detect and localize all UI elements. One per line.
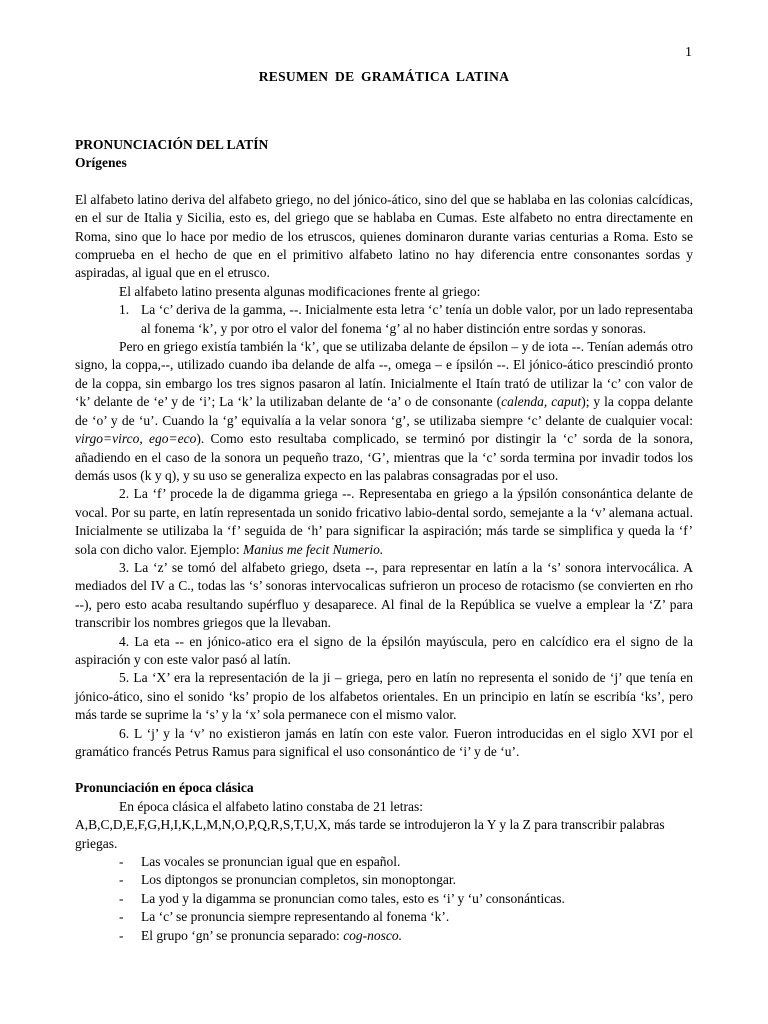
section-heading-epoca-clasica: Pronunciación en época clásica: [75, 780, 254, 796]
paragraph-21-letras: En época clásica el alfabeto latino constaba de 21 letras:: [119, 798, 423, 814]
list-item: - La ‘c’ se pronuncia siempre representando al fonema ‘k’.: [119, 909, 450, 925]
paragraph-k-coppa: Pero en griego existía también la ‘k’, que se utilizaba delante de épsilon – y de iota --. Tenían además otro signo, la coppa,--, utilizado cuando iba delande de alfa --, omega – e ípsilón --. El jónico-ático prescindió pronto de la coppa, sin embargo los tres signos pasaron al latín. Inicialmente el Itaín trató de utilizar la ‘c’ con valor de ‘k’ delante de ‘e’ y de ‘i’; La ‘k’ la utilizaban delante de ‘a’ o de consonante (calenda, caput); y la coppa delante de ‘o’ y de ‘u’. Cuando la ‘g’ equivalía a la velar sonora ‘g’, se utilizaba siempre ‘c’ delante de cualquier vocal: virgo=virco, ego=eco). Como esto resultaba complicado, se terminó por distingir la ‘c’ sorda de la sonora, añadiendo en el caso de la sonora un pequeño trazo, ‘G’, mientras que la ‘c’ sorda termina por invadir todos los demás usos (k y q), y su uso se generaliza expecto en las palabras consagradas por el uso.: [75, 339, 694, 483]
section-heading-pronunciacion: PRONUNCIACIÓN DEL LATÍN: [75, 137, 269, 152]
document-body: [75, 136, 693, 945]
list-item: - Los diptongos se pronuncian completos, sin monoptongar.: [119, 872, 456, 888]
paragraph-letra-z: 3. La ‘z’ se tomó del alfabeto griego, dseta --, para representar en latín a la ‘s’ sonora intervocálica. A mediados del IV a C., todas las ‘s’ sonoras intervocalicas sufrieron un proceso de rotacismo (se convierten en rho --), pero esto acaba resultando supérfluo y desaparece. Al final de la República se vuelve a emplear la ‘Z’ para transcribir los nombres griegos que la llevaban.: [75, 559, 693, 631]
paragraph-modificaciones-intro: El alfabeto latino presenta algunas modificaciones frente al griego:: [119, 283, 481, 299]
numbered-item-1: [75, 301, 693, 338]
subheading-origenes: Orígenes: [75, 155, 127, 171]
list-item: - El grupo ‘gn’ se pronuncia separado: cog-nosco.: [119, 927, 403, 943]
page-number: 1: [685, 45, 692, 60]
list-item: - La yod y la digamma se pronuncian como tales, esto es ‘i’ y ‘u’ consonánticas.: [119, 890, 565, 906]
paragraph-eta: 4. La eta -- en jónico-atico era el signo de la épsilón mayúscula, pero en calcídico era el signo de la aspiración y con este valor pasó al latín.: [75, 633, 693, 667]
item-number: 1.: [119, 302, 130, 318]
item-text: La ‘c’ deriva de la gamma, --. Inicialmente esta letra ‘c’ tenía un doble valor, por un lado representaba al fonema ‘k’, y por otro el valor del fonema ‘g’ al no haber distinción entre sordas y sonoras.: [141, 302, 693, 336]
paragraph-alfabeto-origen: El alfabeto latino deriva del alfabeto griego, no del jónico-ático, sino del que se hablaba en las colonias calcídicas, en el sur de Italia y Sicilia, esto es, del griego que se hablaba en Cumas. Este alfabeto no entra directamente en Roma, sino que lo hace por medio de los etruscos, quienes dominaron durante varias centurias a Roma. Esto se comprueba en el hecho de que en el primitivo alfabeto latino no hay diferencia entre consonantes sordas y aspiradas, al igual que en el etrusco.: [75, 191, 693, 281]
paragraph-alfabeto-letras: A,B,C,D,E,F,G,H,I,K,L,M,N,O,P,Q,R,S,T,U,X, más tarde se introdujeron la Y y la Z para transcribir palabras griegas.: [75, 817, 665, 851]
paragraph-j-v: 6. L ‘j’ y la ‘v’ no existieron jamás en latín con este valor. Fueron introducidas en el siglo XVI por el gramático francés Petrus Ramus para significal el uso consonántico de ‘i’ y de ‘u’.: [75, 725, 693, 759]
paragraph-letra-f: 2. La ‘f’ procede la de digamma griega --. Representaba en griego a la ýpsilón consonántica delante de vocal. Por su parte, en latín representada un sonido fricativo labio-dental sordo, semejante a la ‘v’ alemana actual. Inicialmente se utilizaba la ‘f’ seguida de ‘h’ para significar la aspiración; más tarde se simplifica y queda la ‘f’ sola con dicho valor. Ejemplo: Manius me fecit Numerio.: [75, 486, 693, 557]
list-item: - Las vocales se pronuncian igual que en español.: [119, 854, 401, 870]
paragraph-letra-x: 5. La ‘X’ era la representación de la ji – griega, pero en latín no representa el sonido de ‘j’ que tenía en jónico-ático, sino el sonido ‘ks’ propio de los alfabetos orientales. En un principio en latín se escribía ‘ks’, pero más tarde se suprime la ‘s’ y la ‘x’ sola permanece con el mismo valor.: [75, 670, 693, 723]
document-title: RESUMEN DE GRAMÁTICA LATINA: [258, 69, 510, 84]
